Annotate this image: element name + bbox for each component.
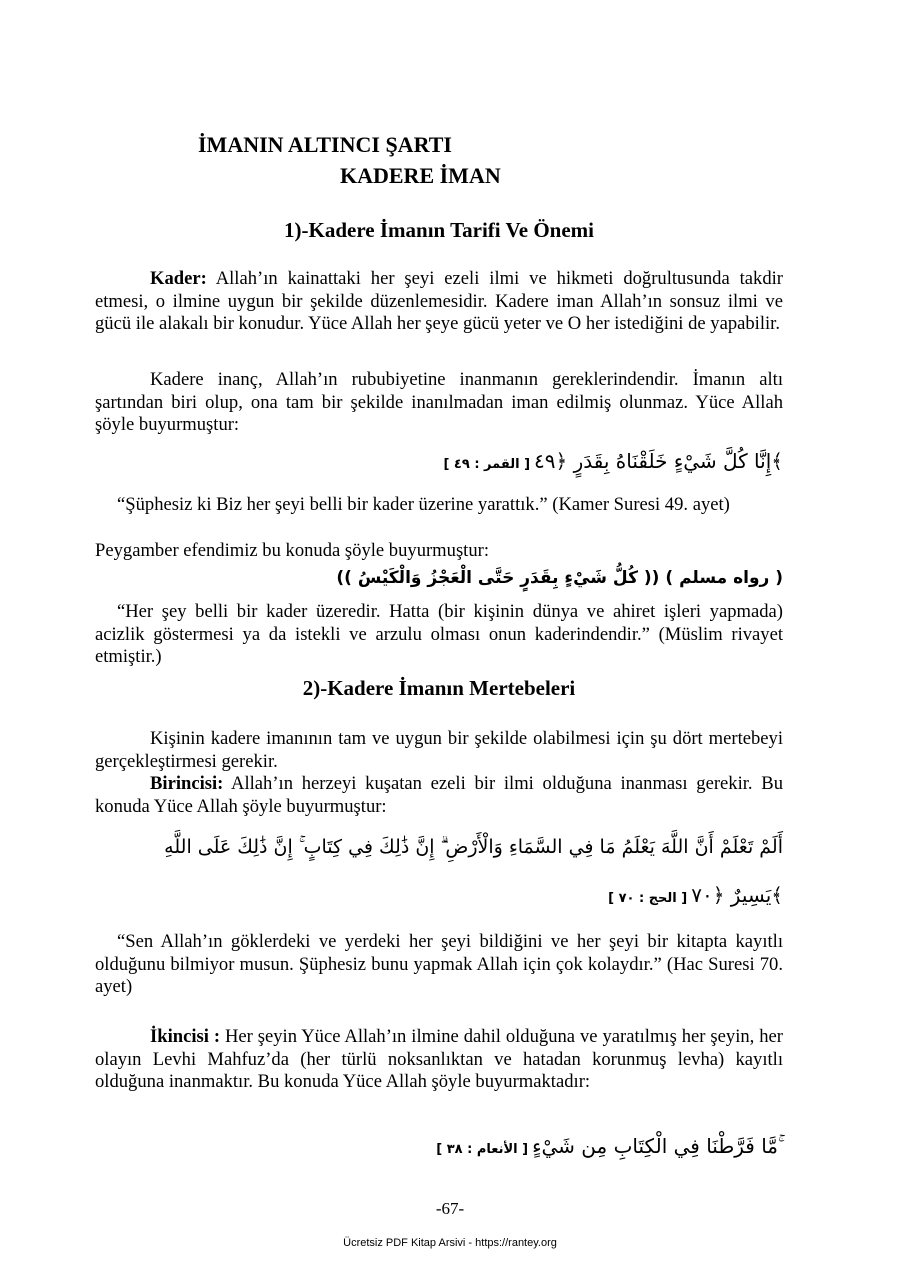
paragraph-kader-belief: Kadere inanç, Allah’ın rububiyetine inanmanın gereklerindendir. İmanın altı şartından biri olup, ona tam bir şekilde inanılmadan iman edilmiş olunmaz. Yüce Allah şöyle buyurmuştur: bbox=[95, 369, 783, 436]
arabic-verse: إِنَّا كُلَّ شَيْءٍ خَلَقْنَاهُ بِقَدَرٍ ﴿٤٩﴾ bbox=[534, 449, 783, 473]
footer-text: Ücretsiz PDF Kitap Arsivi - https://rantey.org bbox=[343, 1237, 557, 1249]
surah-reference: [ القمر : ٤٩ ] bbox=[443, 457, 531, 472]
paragraph-four-levels: Kişinin kadere imanının tam ve uygun bir şekilde olabilmesi için şu dört mertebeyi gerçekleştirmesi gerekir. bbox=[95, 728, 783, 772]
arabic-verse-block-2b bbox=[495, 882, 783, 908]
arabic-verse-block-2 bbox=[95, 834, 783, 860]
section1-heading: 1)-Kadere İmanın Tarifi Ve Önemi bbox=[284, 218, 594, 242]
hadith-arabic: (( كُلُّ شَيْءٍ بِقَدَرٍ حَتَّى الْعَجْزُ وَالْكَيْسُ )) ( رواه مسلم ) bbox=[336, 568, 783, 588]
arabic-verse-block-1 bbox=[355, 448, 783, 474]
verse-translation-2: “Sen Allah’ın göklerdeki ve yerdeki her şeyi bildiğini ve her şeyi bir kitapta kayıtlı olduğunu bilmiyor musun. Şüphesiz bunu yapmak Allah için çok kolaydır.” (Hac Suresi 70. ayet) bbox=[95, 931, 783, 998]
chapter-title-line1: İMANIN ALTINCI ŞARTI bbox=[198, 132, 452, 157]
paragraph-kader-definition bbox=[95, 268, 783, 336]
hadith-translation: “Her şey belli bir kader üzeredir. Hatta (bir kişinin dünya ve ahiret işleri yapmada) acizlik göstermesi ya da istekli ve arzulu olması onun kaderindendir.” (Müslim rivayet etmiştir.) bbox=[95, 601, 783, 668]
paragraph-text: Allah’ın herzeyi kuşatan ezeli bir ilmi olduğuna inanması gerekir. Bu konuda Yüce Allah şöyle buyurmuştur: bbox=[95, 773, 783, 817]
paragraph-text: Allah’ın kainattaki her şeyi ezeli ilmi ve hikmeti doğrultusunda takdir etmesi, o ilmine uygun bir şekilde düzenlemesidir. Kadere iman Allah’ın sonsuz ilmi ve gücü ile alakalı bir konudur. Yüce Allah her şeye gücü yeter ve O her istediğini de yapabilir. bbox=[95, 268, 783, 335]
term-label: Kader: bbox=[150, 268, 207, 289]
term-label: Birincisi: bbox=[150, 773, 224, 794]
paragraph-second-level bbox=[95, 1026, 783, 1094]
term-label: İkincisi : bbox=[150, 1026, 221, 1047]
arabic-verse: أَلَمْ تَعْلَمْ أَنَّ اللَّهَ يَعْلَمُ مَا فِي السَّمَاءِ وَالْأَرْضِ ۗ إِنَّ ذَٰلِكَ فِي كِتَابٍ ۚ إِنَّ ذَٰلِكَ عَلَى اللَّهِ bbox=[164, 836, 783, 858]
arabic-verse: مَّا فَرَّطْنَا فِي الْكِتَابِ مِن شَيْءٍ ۚ bbox=[532, 1134, 783, 1158]
paragraph-first-level bbox=[95, 773, 783, 818]
surah-reference: [ الحج : ٧٠ ] bbox=[608, 891, 688, 906]
section2-heading: 2)-Kadere İmanın Mertebeleri bbox=[302, 676, 576, 700]
paragraph-hadith-intro: Peygamber efendimiz bu konuda şöyle buyurmuştur: bbox=[95, 540, 490, 561]
verse-translation-1: “Şüphesiz ki Biz her şeyi belli bir kader üzerine yarattık.” (Kamer Suresi 49. ayet) bbox=[117, 494, 730, 515]
chapter-title-line2: KADERE İMAN bbox=[340, 163, 501, 188]
arabic-verse-block-3 bbox=[355, 1133, 783, 1159]
paragraph-text: Her şeyin Yüce Allah’ın ilmine dahil olduğuna ve yaratılmış her şeyin, her olayın Levhi Mahfuz’da (her türlü noksanlıktan ve hatadan korunmuş levha) kayıtlı olduğuna inanmaktır. Bu konuda Yüce Allah şöyle buyurmaktadır: bbox=[95, 1026, 783, 1093]
arabic-verse: يَسِيرٌ ﴿٧٠﴾ bbox=[691, 883, 783, 907]
hadith-arabic-block bbox=[310, 565, 783, 591]
page-number: -67- bbox=[435, 1199, 465, 1218]
surah-reference: [ الأنعام : ٣٨ ] bbox=[436, 1142, 529, 1157]
